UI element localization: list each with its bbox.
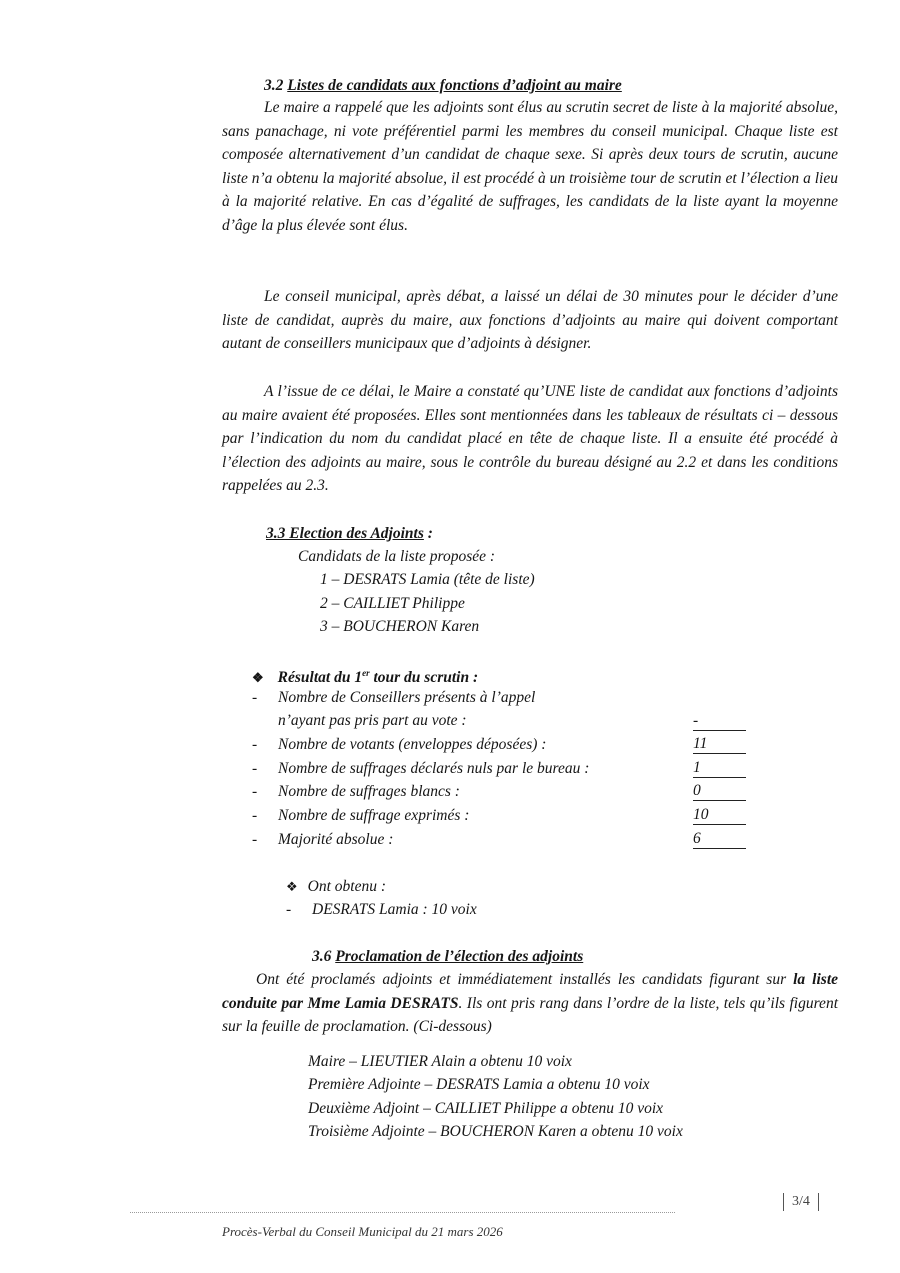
section-3-3-heading bbox=[266, 522, 433, 546]
obtained-heading bbox=[286, 875, 386, 899]
result-value: 1 bbox=[693, 760, 746, 778]
result-label: Nombre de suffrage exprimés : bbox=[278, 807, 470, 824]
diamond-bullet-icon: ❖ bbox=[286, 879, 298, 894]
dash-bullet-icon: - bbox=[252, 807, 258, 824]
proclaimed-third-deputy: Troisième Adjointe – BOUCHERON Karen a obtenu 10 voix bbox=[308, 1123, 683, 1140]
footer-text: Procès-Verbal du Conseil Municipal du 21 mars 2026 bbox=[222, 1224, 503, 1239]
paragraph-delay bbox=[222, 285, 838, 356]
dash-bullet-icon: - bbox=[252, 760, 258, 777]
result-label: Nombre de suffrages blancs : bbox=[278, 783, 460, 800]
diamond-bullet-icon: ❖ bbox=[252, 670, 264, 686]
candidates-intro: Candidats de la liste proposée : bbox=[298, 548, 496, 565]
section-3-6-heading bbox=[312, 945, 583, 969]
result-label: Nombre de votants (enveloppes déposées) : bbox=[278, 736, 547, 753]
section-3-6-title: Proclamation de l’élection des adjoints bbox=[335, 948, 584, 965]
page-number: 3/4 bbox=[792, 1194, 810, 1210]
result-label: Majorité absolue : bbox=[278, 831, 394, 848]
dash-bullet-icon: - bbox=[252, 783, 258, 800]
result-value: 10 bbox=[693, 807, 746, 825]
results-title-suffix: tour du scrutin : bbox=[369, 669, 479, 687]
result-label: Nombre de suffrages déclarés nuls par le bureau : bbox=[278, 760, 590, 777]
section-3-6-number: 3.6 bbox=[312, 948, 332, 965]
paragraph-list-proposed-text: A l’issue de ce délai, le Maire a constaté qu’UNE liste de candidat aux fonctions d’adjoints au maire avaient été proposées. Elles sont mentionnées dans les tableaux de résultats ci – dessous par l’indication du nom du candidat placé en tête de chaque liste. Il a ensuite été procédé à l’élection des adjoints au maire, sous le contrôle du bureau désigné au 2.2 et dans les conditions rappelées au 2.3. bbox=[222, 383, 838, 494]
dash-bullet-icon: - bbox=[252, 689, 258, 706]
page-number-box bbox=[775, 1193, 827, 1211]
footer-separator bbox=[130, 1204, 675, 1213]
result-label-continued: n’ayant pas pris part au vote : bbox=[278, 712, 467, 729]
candidate-3: 3 – BOUCHERON Karen bbox=[320, 618, 480, 635]
result-label: Nombre de Conseillers présents à l’appel bbox=[278, 689, 536, 706]
obtained-result: DESRATS Lamia : 10 voix bbox=[312, 901, 477, 918]
result-value: 0 bbox=[693, 783, 746, 801]
candidate-1: 1 – DESRATS Lamia (tête de liste) bbox=[320, 571, 535, 588]
section-3-2-heading bbox=[264, 74, 622, 98]
paragraph-election-rules bbox=[222, 96, 838, 237]
results-title-sup: er bbox=[362, 668, 370, 678]
proclaimed-second-deputy: Deuxième Adjoint – CAILLIET Philippe a obtenu 10 voix bbox=[308, 1100, 664, 1117]
paragraph-list-proposed bbox=[222, 380, 838, 498]
section-3-2-title: Listes de candidats aux fonctions d’adjoint au maire bbox=[287, 77, 622, 94]
paragraph-election-rules-text: Le maire a rappelé que les adjoints sont élus au scrutin secret de liste à la majorité absolue, sans panachage, ni vote préférentiel parmi les membres du conseil municipal. Chaque liste est composée alternativement d’un candidat de chaque sexe. Si après deux tours de scrutin, aucune liste n’a obtenu la majorité absolue, il est procédé à un troisième tour de scrutin et l’élection a lieu à la majorité relative. En cas d’égalité de suffrages, les candidats de la liste ayant la moyenne d’âge la plus élevée sont élus. bbox=[222, 99, 838, 234]
obtained-title: Ont obtenu : bbox=[307, 878, 387, 895]
paragraph-proclamation bbox=[222, 968, 838, 1039]
dash-bullet-icon: - bbox=[252, 831, 258, 848]
section-3-2-number: 3.2 bbox=[264, 77, 284, 94]
candidate-2: 2 – CAILLIET Philippe bbox=[320, 595, 465, 612]
proclaimed-first-deputy: Première Adjointe – DESRATS Lamia a obtenu 10 voix bbox=[308, 1076, 650, 1093]
section-3-3-title: 3.3 Election des Adjoints bbox=[266, 525, 424, 542]
result-value: 6 bbox=[693, 831, 746, 849]
dash-bullet-icon: - bbox=[252, 736, 258, 753]
result-value: - bbox=[693, 713, 746, 731]
results-title-prefix: Résultat du 1 bbox=[277, 669, 363, 687]
dash-bullet-icon: - bbox=[286, 901, 292, 918]
proclamation-text-end: . Ils ont pris rang dans l’ordre de la liste, tels qu’ils figurent sur la feuille de proclamation. (Ci-dessous) bbox=[222, 994, 838, 1035]
section-3-3-colon: : bbox=[423, 525, 433, 542]
paragraph-delay-text: Le conseil municipal, après débat, a laissé un délai de 30 minutes pour le décider d’une liste de candidat, auprès du maire, aux fonctions d’adjoints au maire qui doivent comportant autant de conseillers municipaux que d’adjoints à désigner. bbox=[222, 288, 838, 352]
result-value: 11 bbox=[693, 736, 746, 754]
proclaimed-mayor: Maire – LIEUTIER Alain a obtenu 10 voix bbox=[308, 1053, 572, 1070]
proclamation-text-start: Ont été proclamés adjoints et immédiatement installés les candidats figurant sur bbox=[256, 971, 794, 988]
proclamation-text-bold: la liste conduite par Mme Lamia DESRATS bbox=[222, 971, 838, 1012]
